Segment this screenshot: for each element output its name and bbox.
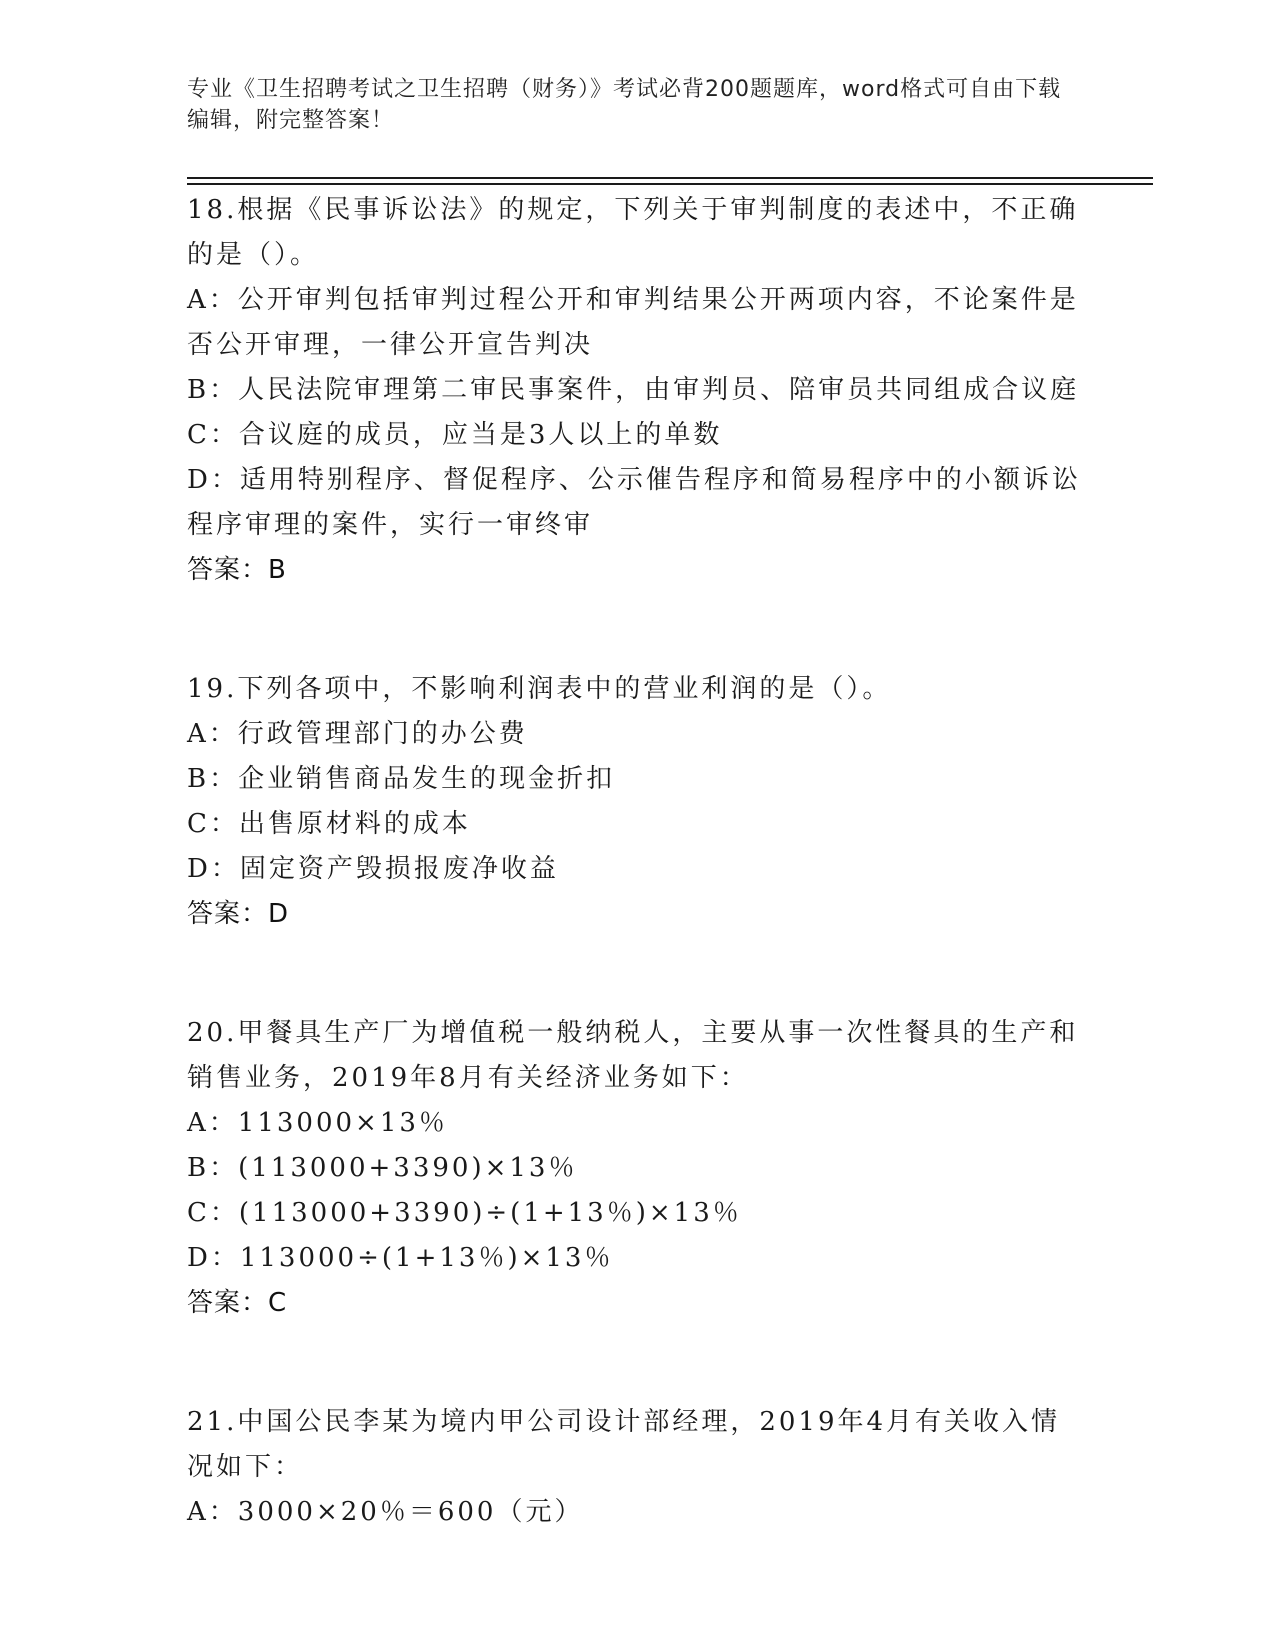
header-rule-top (187, 177, 1153, 179)
option-a: A：3000×20％＝600（元） (187, 1497, 584, 1527)
question-19 (187, 667, 1087, 937)
option-d: D：适用特别程序、督促程序、公示催告程序和简易程序中的小额诉讼程序审理的案件，实行一审终审 (187, 465, 1081, 540)
question-stem: 21.中国公民李某为境内甲公司设计部经理，2019年4月有关收入情况如下： (187, 1407, 1061, 1482)
question-20 (187, 1011, 1087, 1326)
question-list (187, 188, 1087, 1535)
option-a: A：行政管理部门的办公费 (187, 719, 528, 749)
option-b: B：人民法院审理第二审民事案件，由审判员、陪审员共同组成合议庭 (187, 375, 1080, 405)
answer: 答案：B (187, 555, 287, 585)
question-spacer (187, 1326, 1087, 1400)
option-a: A：113000×13％ (187, 1108, 448, 1138)
option-c: C：合议庭的成员，应当是3人以上的单数 (187, 420, 723, 450)
question-spacer (187, 593, 1087, 667)
option-c: C：出售原材料的成本 (187, 809, 471, 839)
option-d: D：固定资产毁损报废净收益 (187, 854, 559, 884)
header-rule-bottom (187, 183, 1153, 185)
question-stem: 19.下列各项中，不影响利润表中的营业利润的是（）。 (187, 674, 892, 704)
question-stem: 20.甲餐具生产厂为增值税一般纳税人，主要从事一次性餐具的生产和销售业务，2019年8月有关经济业务如下： (187, 1018, 1079, 1093)
document-header: 专业《卫生招聘考试之卫生招聘（财务）》考试必背200题题库，word格式可自由下载编辑，附完整答案！ (187, 77, 1062, 133)
option-c: C：(113000+3390)÷(1+13％)×13％ (187, 1198, 742, 1228)
option-d: D：113000÷(1+13％)×13％ (187, 1243, 614, 1273)
option-b: B：企业销售商品发生的现金折扣 (187, 764, 616, 794)
answer: 答案：D (187, 899, 290, 929)
question-18 (187, 188, 1087, 593)
answer: 答案：C (187, 1288, 288, 1318)
option-a: A：公开审判包括审判过程公开和审判结果公开两项内容，不论案件是否公开审理，一律公开宣告判决 (187, 285, 1079, 360)
option-b: B：(113000+3390)×13％ (187, 1153, 578, 1183)
question-stem: 18.根据《民事诉讼法》的规定，下列关于审判制度的表述中，不正确的是（）。 (187, 195, 1079, 270)
question-21 (187, 1400, 1087, 1535)
question-spacer (187, 937, 1087, 1011)
